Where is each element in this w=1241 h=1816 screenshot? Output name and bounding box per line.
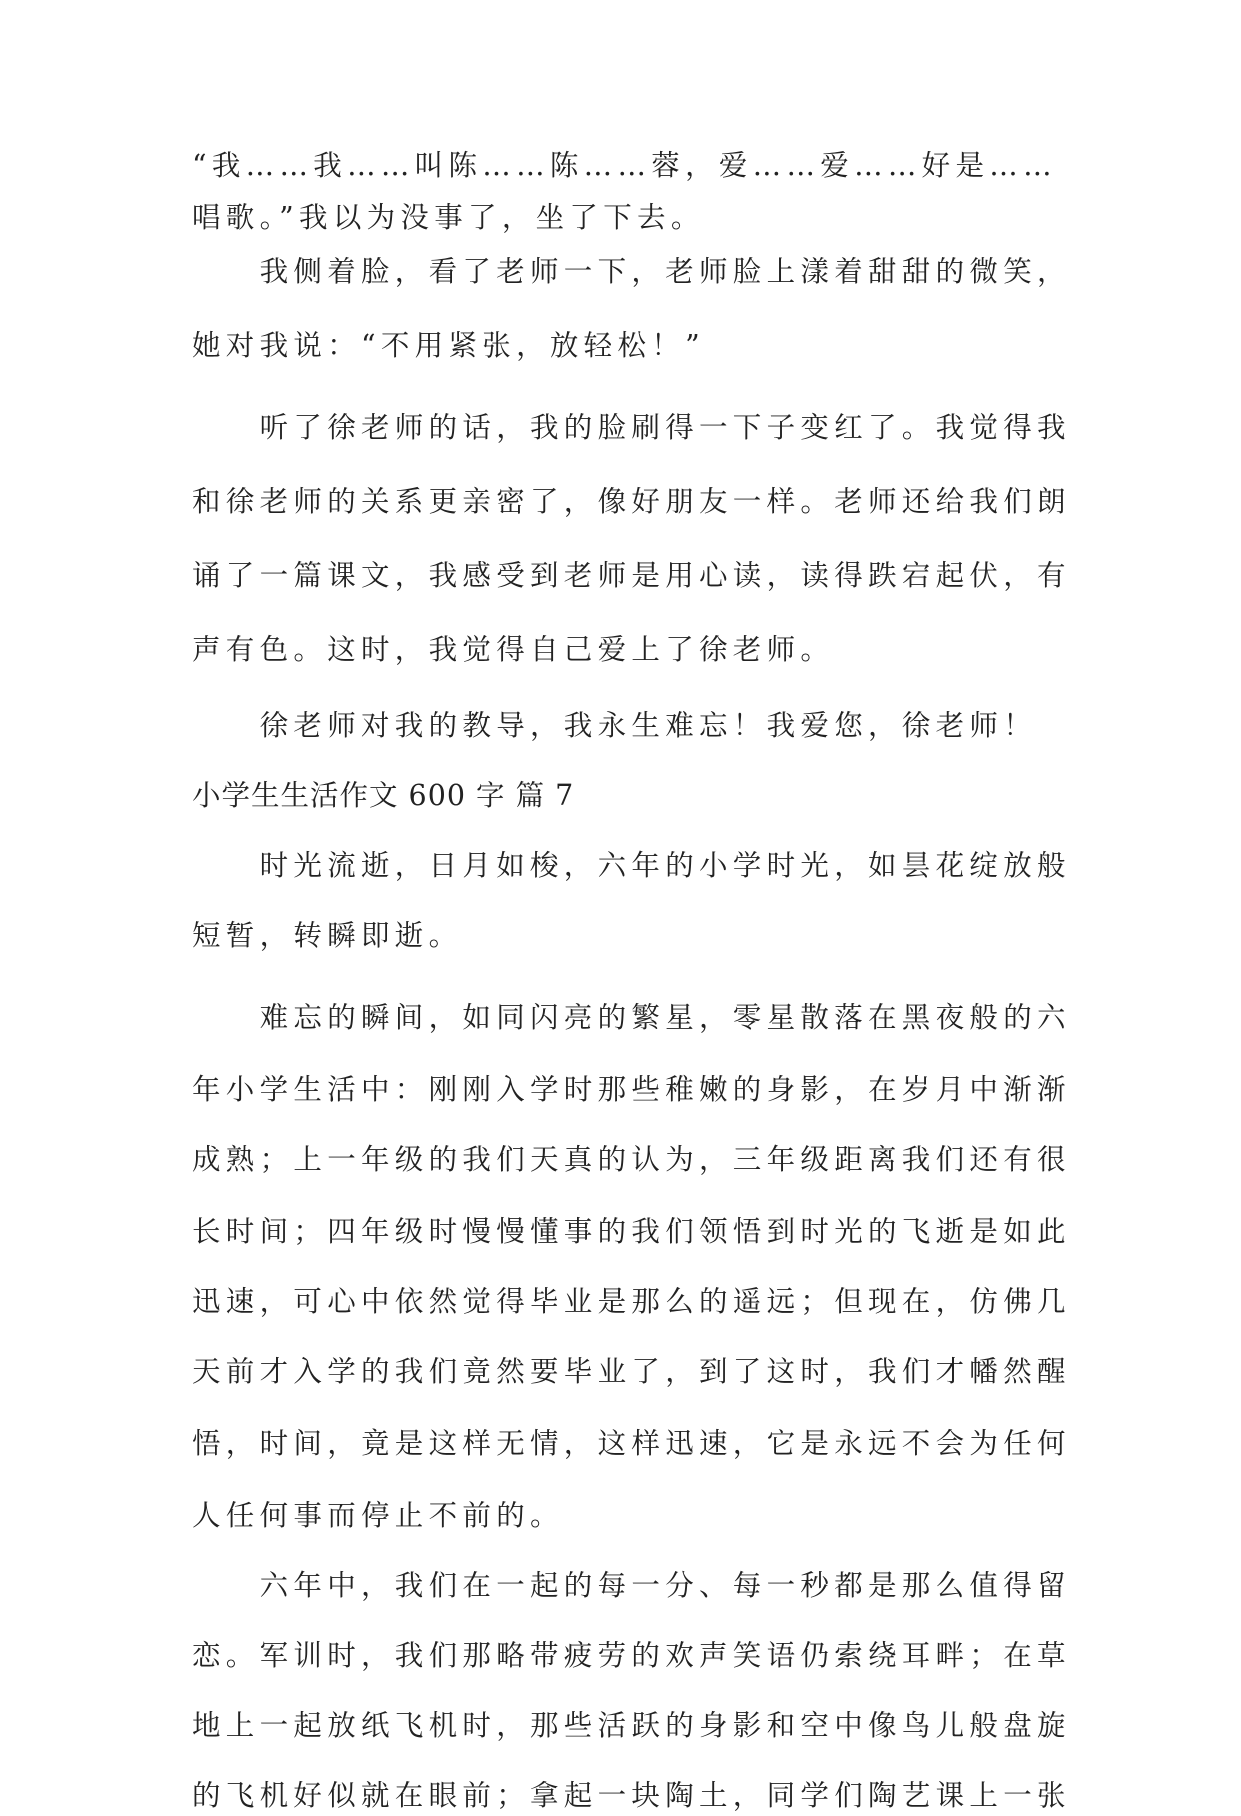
- text-line: 她对我说：“不用紧张，放轻松！”: [192, 329, 705, 362]
- text-line: 迅速，可心中依然觉得毕业是那么的遥远；但现在，仿佛几: [192, 1285, 1071, 1318]
- text-line: 成熟；上一年级的我们天真的认为，三年级距离我们还有很: [192, 1143, 1071, 1176]
- text-line: 声有色。这时，我觉得自己爱上了徐老师。: [192, 633, 835, 666]
- text-line: 长时间；四年级时慢慢懂事的我们领悟到时光的飞逝是如此: [192, 1215, 1071, 1248]
- text-line: 的飞机好似就在眼前；拿起一块陶土，同学们陶艺课上一张: [192, 1779, 1071, 1812]
- section-heading: 小学生生活作文 600 字 篇 7: [192, 779, 575, 812]
- text-line: 天前才入学的我们竟然要毕业了，到了这时，我们才幡然醒: [192, 1355, 1071, 1388]
- text-line: 悟，时间，竟是这样无情，这样迅速，它是永远不会为任何: [192, 1427, 1071, 1460]
- text-line: 徐老师对我的教导，我永生难忘！我爱您，徐老师！: [192, 709, 1038, 742]
- text-line: 人任何事而停止不前的。: [192, 1499, 564, 1532]
- text-line: 唱歌。”我以为没事了，坐了下去。: [192, 201, 705, 234]
- text-line: 难忘的瞬间，如同闪亮的繁星，零星散落在黑夜般的六: [192, 1001, 1071, 1034]
- text-line: “我……我……叫陈……陈……蓉，爱……爱……好是……: [192, 149, 1057, 182]
- text-line: 年小学生活中：刚刚入学时那些稚嫩的身影，在岁月中渐渐: [192, 1073, 1071, 1106]
- text-line: 时光流逝，日月如梭，六年的小学时光，如昙花绽放般: [192, 849, 1071, 882]
- text-line: 恋。军训时，我们那略带疲劳的欢声笑语仍索绕耳畔；在草: [192, 1639, 1071, 1672]
- text-line: 地上一起放纸飞机时，那些活跃的身影和空中像鸟儿般盘旋: [192, 1709, 1071, 1742]
- text-line: 诵了一篇课文，我感受到老师是用心读，读得跌宕起伏，有: [192, 559, 1071, 592]
- text-line: 和徐老师的关系更亲密了，像好朋友一样。老师还给我们朗: [192, 485, 1071, 518]
- text-line: 短暂，转瞬即逝。: [192, 919, 463, 952]
- text-line: 听了徐老师的话，我的脸刷得一下子变红了。我觉得我: [192, 411, 1071, 444]
- text-line: 六年中，我们在一起的每一分、每一秒都是那么值得留: [192, 1569, 1071, 1602]
- text-line: 我侧着脸，看了老师一下，老师脸上漾着甜甜的微笑，: [192, 255, 1071, 288]
